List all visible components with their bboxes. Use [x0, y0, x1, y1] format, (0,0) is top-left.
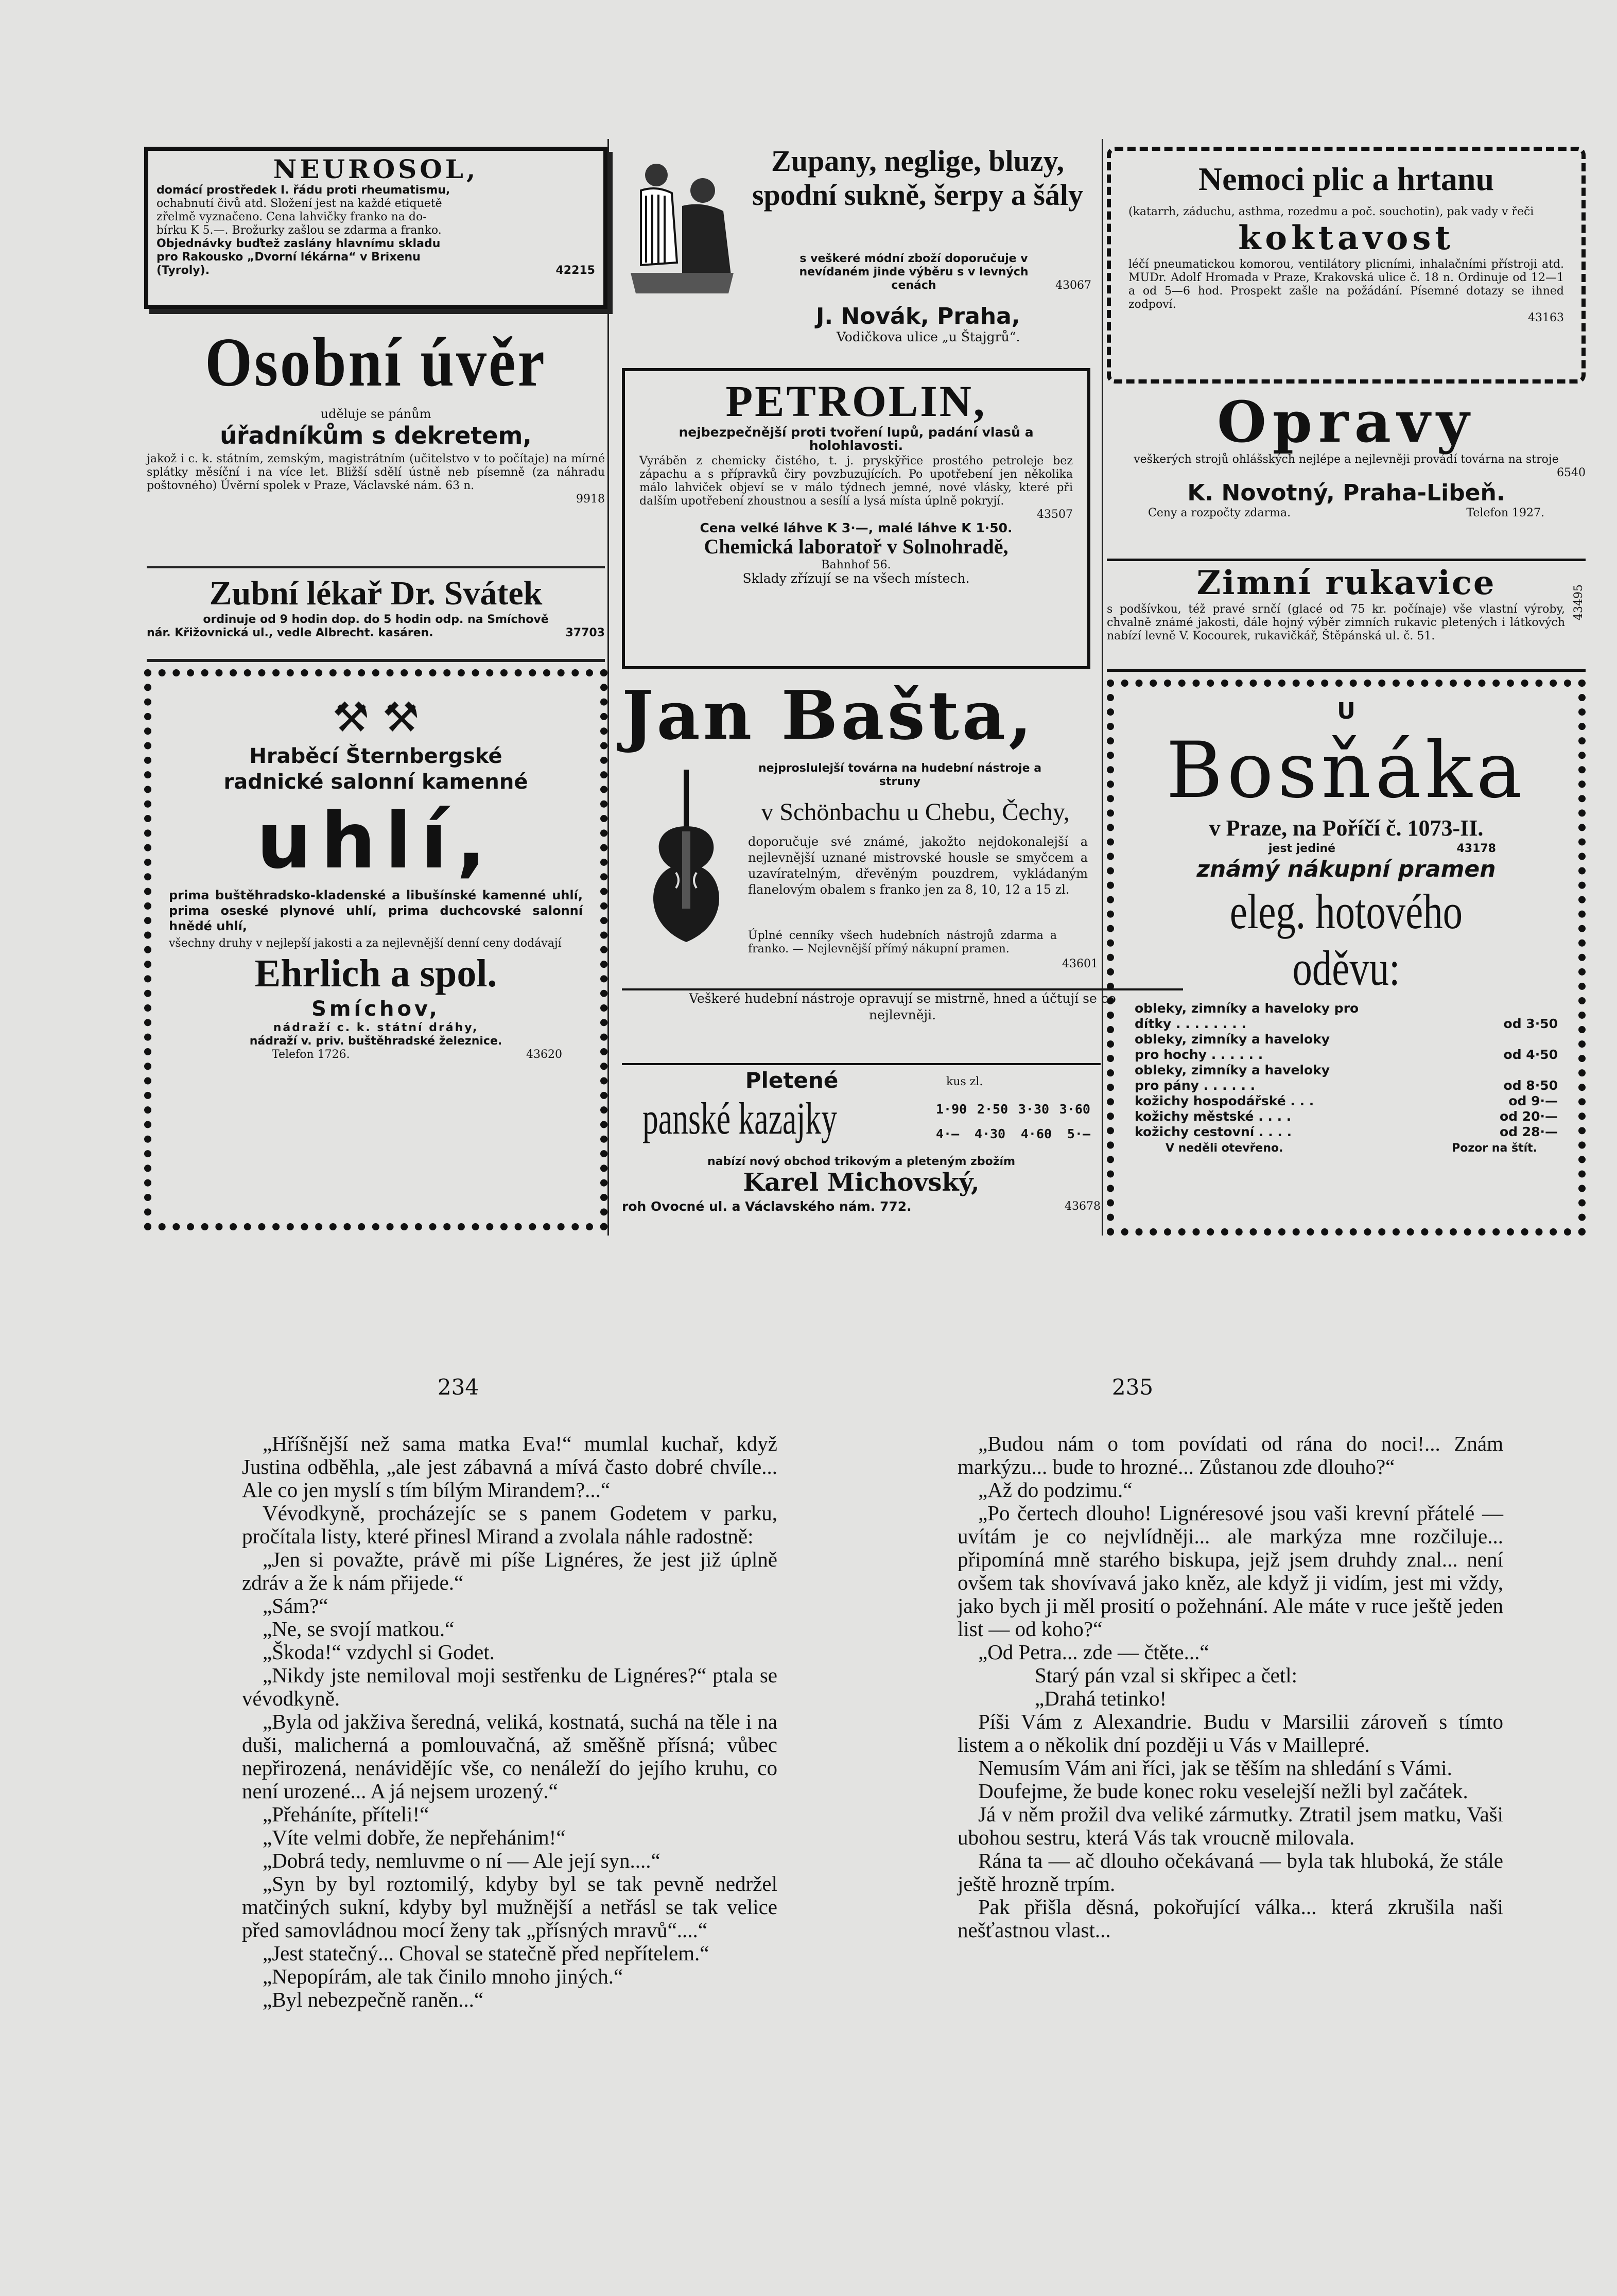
neurosol-line: ochabnutí čivů atd. Složení jest na každé etiquetě: [157, 197, 442, 210]
pletene-header: kus zl.: [946, 1075, 983, 1088]
pletene-title: Pletené: [745, 1068, 839, 1093]
price: 5·—: [1067, 1126, 1090, 1141]
bosnak-big: eleg. hotového oděvu:: [1229, 884, 1463, 996]
price-list-row: [1135, 1016, 1558, 1032]
ad-code: 6540: [1557, 466, 1586, 479]
uhli-body: všechny druhy v nejlepší jakosti a za nejlevnější denní ceny dodávají: [169, 937, 562, 950]
basta-body: doporučuje své známé, jakožto nejdokonalejší a nejlevnější uznané mistrovské housle se smyčcem a uzavíratelným, dřevěným pouzdrem, vykládaným flanelovým obalem s franko jen za 8, 10, 12 a 15 zl.: [748, 834, 1088, 897]
neurosol-title: NEUROSOL,: [273, 154, 479, 184]
price: 1·90: [936, 1102, 967, 1117]
price-list-item: obleky, zimníky a haveloky: [1135, 1032, 1330, 1047]
pletene-ad: [622, 1063, 1101, 1228]
bosnak-znamy: známý nákupní pramen: [1196, 856, 1496, 882]
paragraph: „Ne, se svojí matkou.“: [263, 1617, 455, 1641]
paragraph: „Jest statečný... Choval se statečně před nepřítelem.“: [263, 1941, 709, 1965]
uhli-list: prima buštěhradsko-kladenské a libušínské kamenné uhlí, prima oseské plynové uhlí, prima duchcovské salonní hnědé uhlí,: [169, 888, 583, 933]
paragraph: Starý pán vzal si skřipec a četl:: [1035, 1663, 1298, 1687]
neurosol-line: pro Rakousko „Dvorní lékárna“ v Brixenu: [157, 251, 421, 264]
price-list-item: pro pány . . . . . .: [1135, 1078, 1256, 1093]
price-list-row: [1135, 1078, 1558, 1093]
nemoci-title: Nemoci plic a hrtanu: [1198, 161, 1494, 197]
page-number-right: 235: [1111, 1375, 1154, 1400]
osobni-sub1: uděluje se pánům: [320, 407, 431, 421]
opravy-title: Opravy: [1217, 389, 1475, 455]
ad-code: 37703: [565, 627, 605, 639]
price-list-item: kožichy městské . . . .: [1135, 1109, 1292, 1124]
paragraph: „Budou nám o tom povídati od rána do noci!... Znám markýzu... bude to hrozné... Zůstanou zde dlouho?“: [958, 1432, 1503, 1479]
paragraph: „Drahá tetinko!: [1035, 1686, 1167, 1710]
price-list-item: obleky, zimníky a haveloky: [1135, 1063, 1330, 1077]
paragraph: „Přeháníte, příteli!“: [263, 1802, 429, 1826]
paragraph: Vévodkyně, procházejíc se s panem Godetem v parku, pročítala listy, které přinesl Mirand a zvolala náhle radostně:: [242, 1501, 777, 1548]
price-list-item: obleky, zimníky a haveloky pro: [1135, 1001, 1359, 1016]
ad-divider: [147, 566, 605, 568]
price-list-row: [1135, 1124, 1558, 1140]
basta-place: v Schönbachu u Chebu, Čechy,: [761, 798, 1070, 826]
nemoci-body: léčí pneumatickou komorou, ventilátory plicními, inhalačními přístroji atd. MUDr. Adolf Hromada v Praze, Krakovská ulice č. 18 n. Ordinuje od 12—1 a od 5—6 hod. Prospekt zašle na požádání. Písemné dotazy se ihned zodpoví.: [1128, 258, 1564, 311]
price-list-value: od 20·—: [1499, 1109, 1558, 1124]
petrolin-lab: Chemická laboratoř v Solnohradě,: [704, 535, 1009, 558]
paragraph: „Víte velmi dobře, že nepřehánim!“: [263, 1825, 566, 1849]
neurosol-line: domácí prostředek I. řádu proti rheumatismu,: [157, 184, 450, 197]
zupany-firm: J. Novák, Praha,: [816, 303, 1020, 329]
bosnak-price-list: [1135, 1001, 1558, 1140]
bosnak-jest: jest jediné: [1268, 842, 1336, 855]
basta-sub: nejproslulejší továrna na hudební nástroje a struny: [758, 762, 1042, 788]
nemoci-big: koktavost: [1238, 219, 1454, 257]
price: 4·—: [936, 1126, 960, 1141]
ad-code: 9918: [576, 493, 605, 506]
paragraph: „Nikdy jste nemiloval moji sestřenku de Lignéres?“ ptala se vévodkyně.: [242, 1663, 777, 1710]
ad-code: 43601: [1062, 958, 1098, 970]
uhli-addr2: nádraží v. priv. buštěhradské železnice.: [249, 1035, 502, 1048]
price-list-item: kožichy cestovní . . . .: [1135, 1124, 1292, 1139]
price-list-row: [1135, 1001, 1558, 1016]
price: 2·50: [977, 1102, 1009, 1117]
pletene-addr: roh Ovocné ul. a Václavského nám. 772.: [622, 1199, 912, 1214]
paragraph: „Jen si považte, právě mi píše Lignéres, že jest již úplně zdráv a že k nám přijede.“: [242, 1547, 777, 1594]
bosnak-addr: v Praze, na Poříčí č. 1073-II.: [1209, 815, 1484, 841]
ad-code: 43620: [526, 1048, 562, 1061]
price-list-item: pro hochy . . . . . .: [1135, 1047, 1263, 1062]
bosnak-foot2: Pozor na štít.: [1452, 1142, 1537, 1155]
price-list-row: [1135, 1032, 1558, 1047]
price-list-item: kožichy hospodářské . . .: [1135, 1093, 1314, 1108]
price-list-value: od 3·50: [1503, 1016, 1558, 1031]
ad-code: 43067: [1055, 279, 1091, 292]
osobni-title: Osobní úvěr: [205, 323, 547, 401]
petrolin-price: Cena velké láhve K 3·—, malé láhve K 1·50.: [700, 520, 1013, 535]
paragraph: Píši Vám z Alexandrie. Budu v Marsilii zároveň s tímto listem a o několik dní později u Vás v Maillepré.: [958, 1710, 1503, 1756]
neurosol-ad: [144, 147, 607, 309]
paragraph: „Po čertech dlouho! Lignéresové jsou vaši krevní přátelé — uvítám je co nejvlídněji... ale markýza mne rozčiluje... připomíná mně starého biskupa, jejž jsem druhdy znal... není ovšem tak shovívavá jako kněz, ale když ji vidím, jest mi vždy, jako bych ji měl prosití o požehnání. Ale máte v ruce ještě jeden list — od koho?“: [958, 1501, 1503, 1641]
petrolin-title: PETROLIN,: [725, 376, 987, 426]
hammers-icon: ⚒ ⚒: [332, 693, 420, 741]
right-page-text: [958, 1432, 1503, 1942]
couple-illustration: [620, 154, 739, 299]
column-divider: [1102, 139, 1103, 1236]
paragraph: „Syn by byl roztomilý, kdyby byl se tak pevně nedržel matčiných sukní, kdyby byl mužnější a netřásl se tak velice před samovládnou mocí ženy tak „přísných mravů“....“: [242, 1872, 777, 1942]
price: 4·30: [974, 1126, 1006, 1141]
basta-body2: Úplné cenníky všech hudebních nástrojů zdarma a franko. — Nejlevnější přímý nákupní pramen.: [748, 929, 1057, 955]
ad-code: 43507: [1037, 508, 1073, 521]
osobni-uver-ad: [147, 323, 605, 556]
neurosol-line: Objednávky buďtež zaslány hlavnímu skladu: [157, 237, 441, 250]
price-list-row: [1135, 1093, 1558, 1109]
price-list-value: od 4·50: [1503, 1047, 1558, 1062]
petrolin-body: Vyráběn z chemicky čistého, t. j. prysky̆řice prostého petroleje bez zápachu a s přípravků čiry povzbuzujících. Po upotřebení jen několika málo lahviček objeví se v málo týdnech jemné, nové vlásky, které při dalším upotřebení zhoustnou a sesílí a lysá místa úplně pokryjí.: [639, 455, 1073, 508]
paragraph: „Byla od jakživa šeredná, veliká, kostnatá, suchá na těle i na duši, malicherná a pomlouvačná, až směšně přísná; vůbec nepřirozená, nenávidějíc vše, co nenáleží do jejího kruhu, co není urozené... A já nejsem urozený.“: [242, 1710, 777, 1803]
zupany-title: Zupany, neglige, bluzy, spodní sukně, šerpy a šály: [752, 144, 1084, 212]
zubni-line1: ordinuje od 9 hodin dop. do 5 hodin odp. na Smíchově: [203, 613, 549, 626]
opravy-foot: Ceny a rozpočty zdarma.: [1148, 507, 1291, 519]
left-page: [242, 1375, 777, 2147]
ad-code: 43178: [1456, 842, 1496, 855]
bosnak-u: U: [1337, 698, 1355, 724]
bosnak-foot1: V neděli otevřeno.: [1166, 1142, 1283, 1155]
price: 3·30: [1018, 1102, 1050, 1117]
left-page-text: [242, 1432, 777, 2011]
price-list-row: [1135, 1063, 1558, 1078]
paragraph: Doufejme, že bude konec roku veselejší nežli byl začátek.: [978, 1779, 1468, 1803]
column-divider: [607, 139, 609, 1236]
opravy-ad: [1107, 391, 1586, 561]
paragraph: „Až do podzimu.“: [978, 1478, 1133, 1502]
basta-foot: Veškeré hudební nástroje opravují se mistrně, hned a účtují se co nejlevněji.: [622, 988, 1183, 1023]
zupany-addr: Vodičkova ulice „u Štajgrů“.: [837, 329, 1020, 344]
osobni-body: jakož i c. k. státním, zemským, magistrátním (učitelstvo v to počítaje) na mírné splátky měsíční i na více let. Bližší sdělí ústně neb písemně (za náhradu poštovného) Úvěrní spolek v Praze, Václavské nám. 63 n.: [147, 453, 605, 492]
price-row: [936, 1126, 1090, 1142]
zupany-ad: [620, 144, 1091, 360]
bosnak-ad: [1107, 680, 1586, 1236]
paragraph: „Škoda!“ vzdychl si Godet.: [263, 1640, 495, 1664]
uhli-line1: Hraběcí Šternbergské: [249, 744, 502, 768]
price-row: [936, 1101, 1090, 1118]
price: 4·60: [1020, 1126, 1052, 1141]
uhli-addr1: nádraží c. k. státní dráhy,: [273, 1021, 479, 1034]
petrolin-bahn: Bahnhof 56.: [821, 559, 891, 571]
paragraph: Já v něm prožil dva veliké zármutky. Ztratil jsem matku, Vaši ubohou sestru, která Vás tak vroucně milovala.: [958, 1802, 1503, 1849]
neurosol-line: bírku K 5.—. Brožurky zašlou se zdarma a franko.: [157, 224, 442, 237]
zupany-body: s veškeré módní zboží doporučuje v nevídaném jinde výběru s v levných cenách: [799, 252, 1029, 292]
price-list-row: [1135, 1047, 1558, 1063]
petrolin-ad: [622, 368, 1090, 669]
paragraph: „Dobrá tedy, nemluvme o ní — Ale její syn....“: [263, 1849, 660, 1872]
price: 3·60: [1059, 1102, 1090, 1117]
paragraph: „Od Petra... zde — čtěte...“: [978, 1640, 1209, 1664]
pletene-body: nabízí nový obchod trikovým a pleteným zbožím: [707, 1155, 1015, 1168]
uhli-line2: radnické salonní kamenné: [223, 770, 528, 794]
price-list-value: od 9·—: [1508, 1093, 1558, 1108]
paragraph: Pak přišla děsná, pokořující válka... která zkrušila naši nešťastnou vlast...: [958, 1895, 1503, 1942]
paragraph: „Hříšnější než sama matka Eva!“ mumlal kuchař, když Justina odběhla, „ale jest zábavná a mívá často dobré chvíle... Ale co jen myslí s tím bílým Mirandem?...“: [242, 1432, 777, 1502]
uhli-big: uhlí,: [256, 796, 495, 886]
ad-code: 43163: [1528, 311, 1564, 324]
right-page: [958, 1375, 1503, 2147]
opravy-phone: Telefon 1927.: [1466, 507, 1544, 519]
rukavice-title: Zimní rukavice: [1196, 564, 1496, 602]
zubni-lekar-ad: [147, 574, 605, 656]
rukavice-ad: [1107, 564, 1586, 672]
zubni-line2: nár. Křižovnická ul., vedle Albrecht. kasáren.: [147, 627, 433, 639]
bosnak-title: Bosňáka: [1166, 726, 1526, 815]
nemoci-ad: [1107, 147, 1586, 384]
nemoci-sub: (katarrh, záduchu, asthma, rozedmu a poč. souchotin), pak vady v řeči: [1128, 205, 1534, 218]
pletene-firm: Karel Michovský,: [743, 1168, 980, 1197]
page-number-left: 234: [437, 1375, 479, 1400]
price-list-value: od 8·50: [1503, 1078, 1558, 1093]
paragraph: „Nepopírám, ale tak činilo mnoho jiných.“: [263, 1964, 623, 1988]
paragraph: Rána ta — ač dlouho očekávaná — byla tak hluboká, že stále ještě hrozně trpím.: [958, 1849, 1503, 1895]
zubni-title: Zubní lékař Dr. Svátek: [209, 575, 543, 612]
paragraph: „Sám?“: [263, 1594, 328, 1617]
petrolin-sub: nejbezpečnější proti tvoření lupů, padání vlasů a holohlavosti.: [679, 425, 1034, 453]
opravy-body: veškerých strojů ohlášských nejlépe a nejlevněji provádí továrna na stroje: [1134, 453, 1559, 466]
price-list-value: od 28·—: [1499, 1124, 1558, 1139]
pletene-big: panské kazajky: [642, 1094, 837, 1144]
ad-code: 43495: [1572, 584, 1585, 620]
osobni-sub2: úřadníkům s dekretem,: [220, 422, 532, 449]
uhli-phone: Telefon 1726.: [272, 1048, 350, 1061]
ad-code: 42215: [555, 264, 595, 277]
violin-icon: [632, 770, 740, 950]
neurosol-line: (Tyroly).: [157, 264, 210, 277]
paragraph: Nemusím Vám ani říci, jak se těším na shledání s Vámi.: [978, 1756, 1452, 1780]
uhli-firm: Ehrlich a spol.: [254, 952, 497, 995]
opravy-firm: K. Novotný, Praha-Libeň.: [1187, 480, 1505, 506]
paragraph: „Byl nebezpečně raněn...“: [263, 1988, 484, 2011]
uhli-place: Smíchov,: [311, 997, 440, 1021]
ad-divider: [147, 659, 605, 662]
ad-code: 43678: [1065, 1200, 1101, 1213]
petrolin-sklady: Sklady zřízují se na všech místech.: [742, 571, 970, 586]
basta-title: Jan Bašta,: [622, 676, 1035, 755]
neurosol-line: zřelmě vyznačeno. Cena lahvičky franko na do-: [157, 211, 427, 223]
rukavice-body: s podšívkou, též pravé srnčí (glacé od 75 kr. počínaje) vše vlastní výroby, chvalně známé jakosti, dále hojný výběr zimních rukavic pletených i látkových nabízí levně V. Kocourek, rukavičkář, Štěpánská ul. č. 51.: [1107, 603, 1565, 642]
advertisement-page: [31, 0, 1596, 1364]
price-list-row: [1135, 1109, 1558, 1124]
jan-basta-ad: [622, 676, 1116, 1060]
uhli-ad: [144, 669, 607, 1230]
price-list-item: dítky . . . . . . . .: [1135, 1016, 1246, 1031]
